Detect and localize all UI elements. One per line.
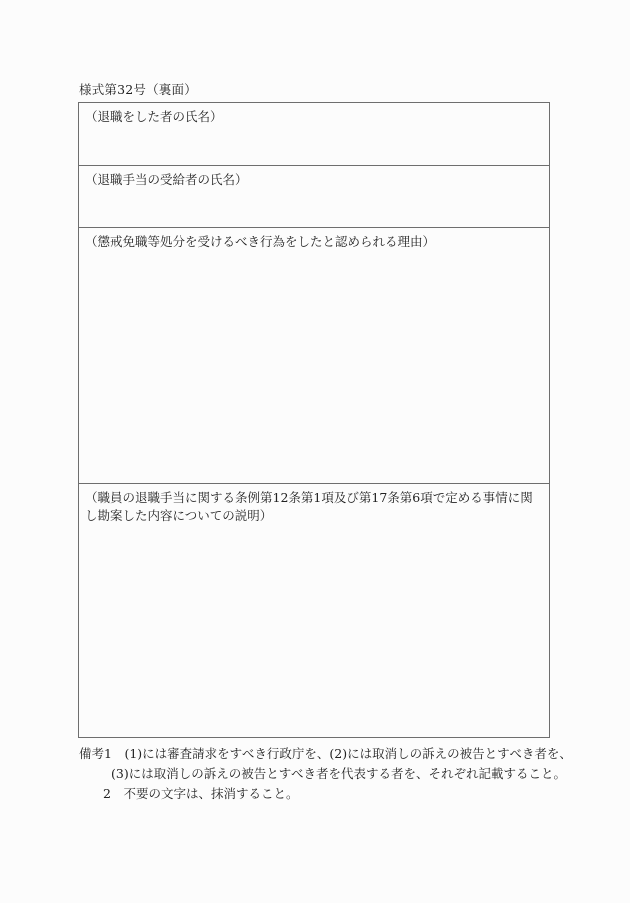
remark-line-3: 2 不要の文字は、抹消すること。	[103, 786, 299, 801]
form-title: 様式第32号（裏面）	[79, 82, 197, 97]
field-considered-circumstances[interactable]	[79, 483, 549, 738]
field-label: （職員の退職手当に関する条例第12条第1項及び第17条第6項で定める事情に関し勘案した内容についての説明）	[85, 490, 533, 523]
field-label: （懲戒免職等処分を受けるべき行為をしたと認められる理由）	[85, 234, 436, 249]
form-table	[78, 102, 550, 738]
remarks	[79, 744, 572, 804]
remark-line-1: 備考1 (1)には審査請求をすべき行政庁を、(2)には取消しの訴えの被告とすべき者を、	[79, 746, 572, 761]
field-label: （退職手当の受給者の氏名）	[85, 172, 248, 187]
field-recipient-name[interactable]	[79, 165, 549, 227]
remark-line-2: (3)には取消しの訴えの被告とすべき者を代表する者を、それぞれ記載すること。	[111, 766, 566, 781]
field-label: （退職をした者の氏名）	[85, 109, 223, 124]
field-disciplinary-reason[interactable]	[79, 227, 549, 483]
field-retiree-name[interactable]	[79, 103, 549, 165]
